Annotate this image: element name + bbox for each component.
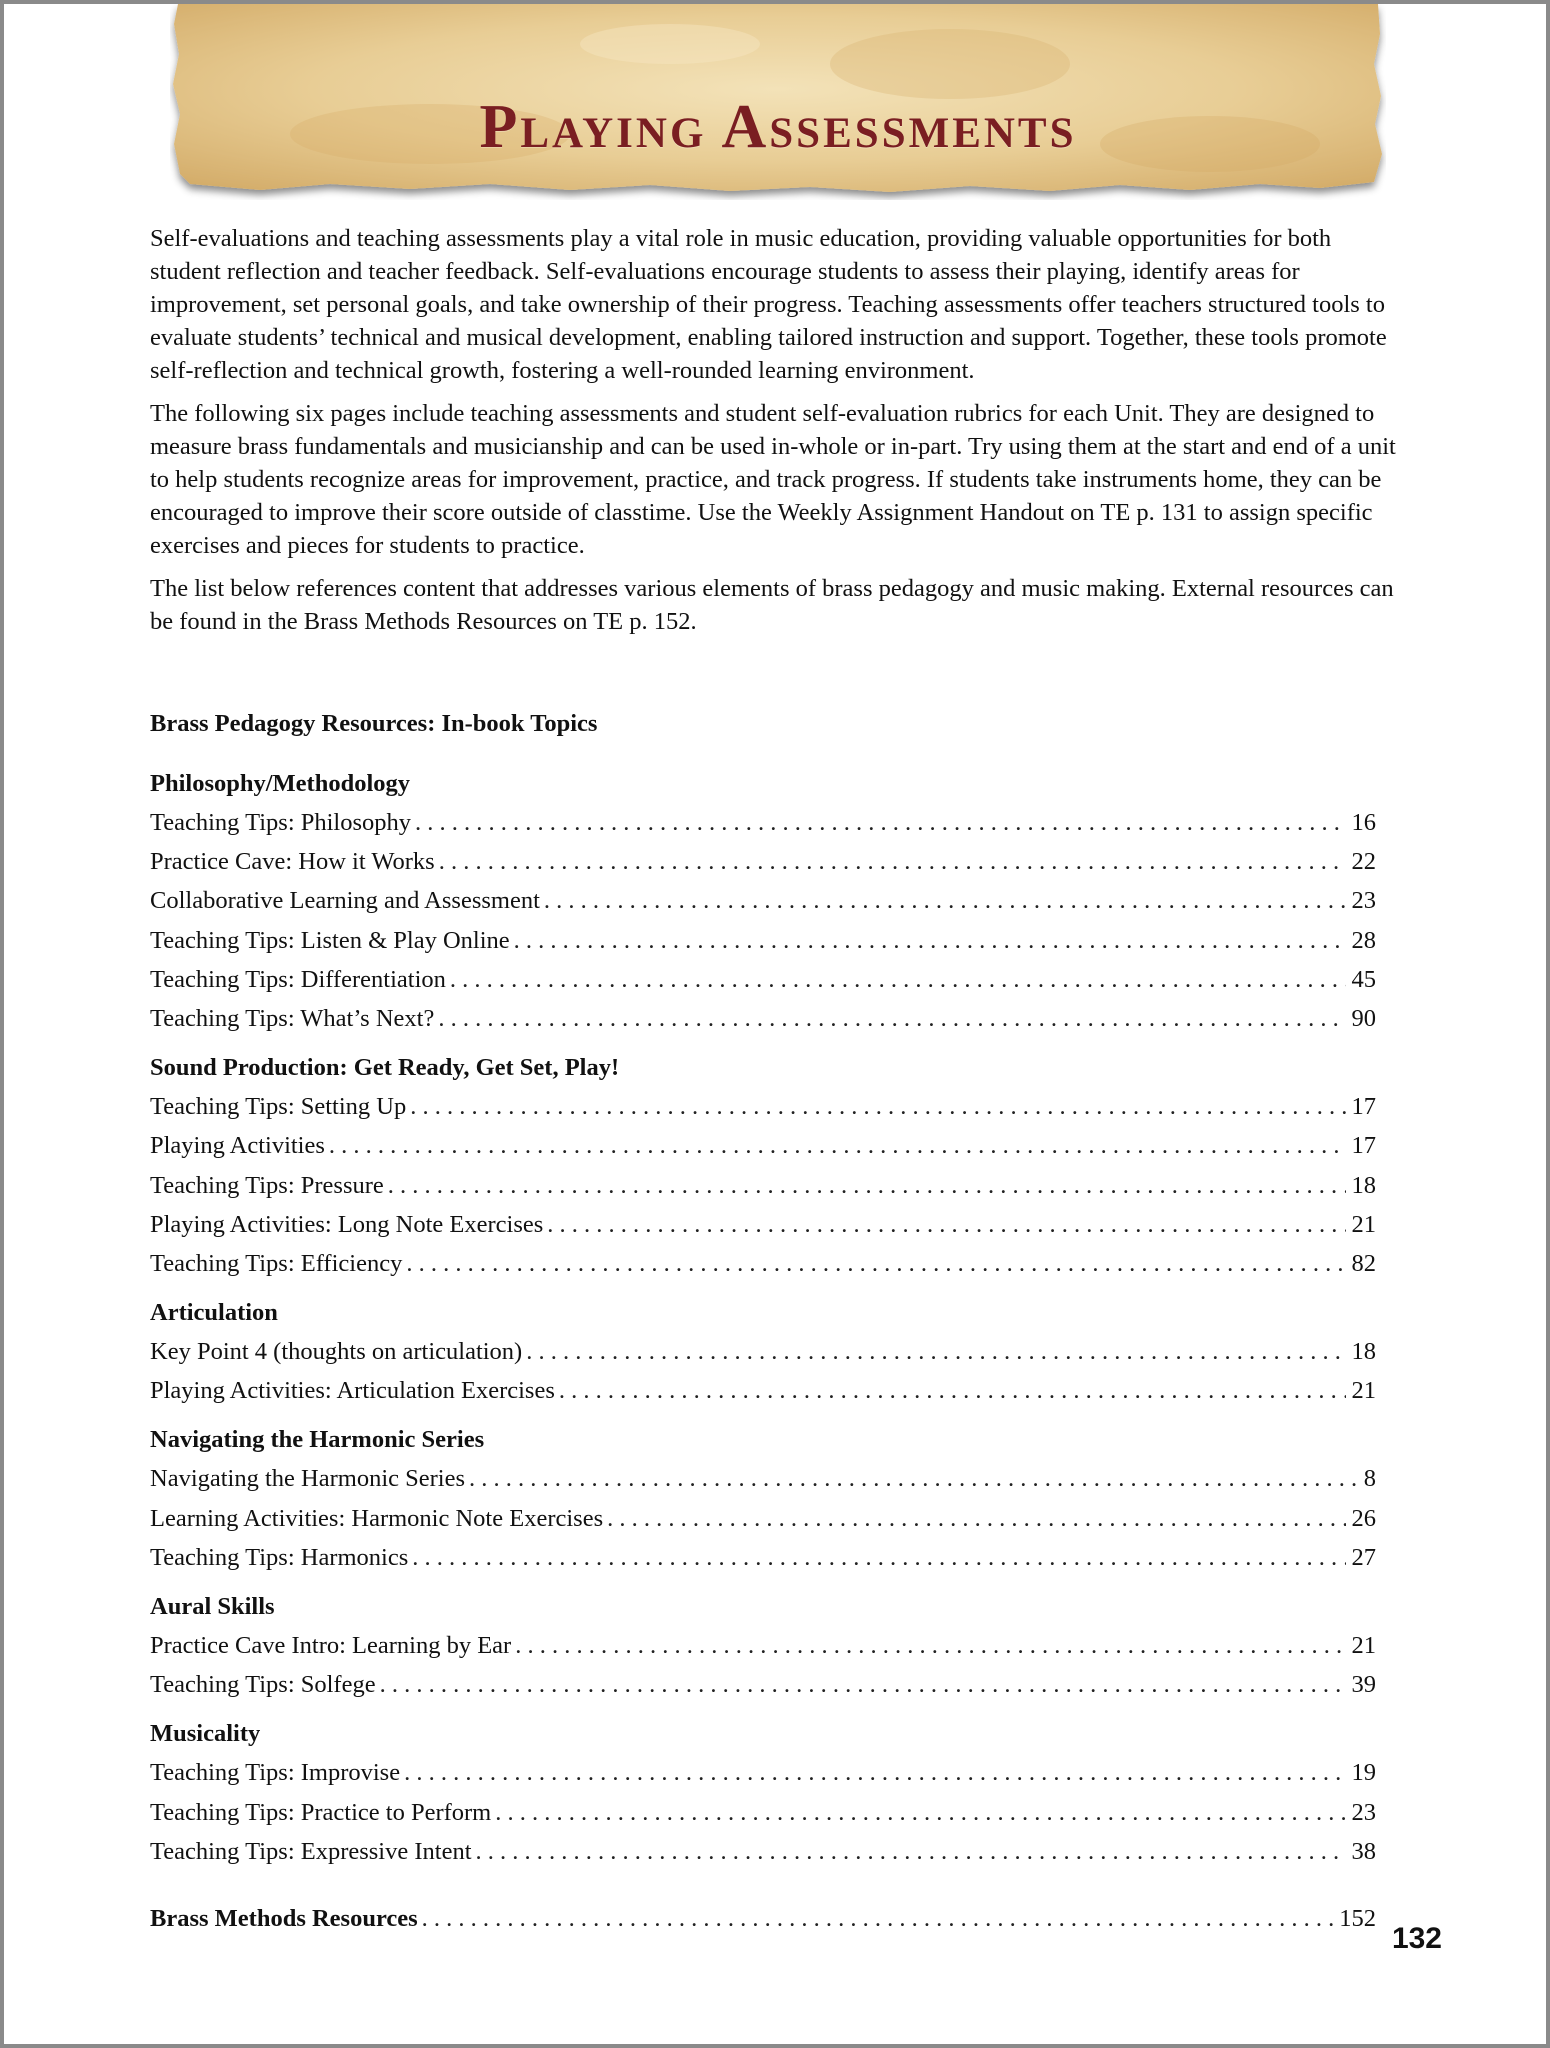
toc-label: Teaching Tips: Solfege bbox=[150, 1671, 376, 1699]
toc-page: 17 bbox=[1351, 1093, 1376, 1121]
toc-page: 16 bbox=[1351, 809, 1376, 836]
page-number: 132 bbox=[1391, 1922, 1442, 1955]
toc-entry bbox=[150, 1832, 1376, 1871]
dot-leader bbox=[514, 921, 1346, 960]
toc-entry bbox=[150, 1166, 1376, 1205]
toc-page: 90 bbox=[1351, 1004, 1376, 1032]
toc-page: 28 bbox=[1351, 926, 1376, 954]
toc-label: Practice Cave Intro: Learning by Ear bbox=[150, 1632, 512, 1659]
dot-leader bbox=[547, 1205, 1345, 1244]
dot-leader bbox=[410, 1087, 1345, 1126]
toc-page: 18 bbox=[1351, 1171, 1376, 1199]
dot-leader bbox=[544, 881, 1346, 920]
toc-label: Teaching Tips: Philosophy bbox=[150, 809, 412, 836]
section-heading: Musicality bbox=[150, 1720, 261, 1748]
toc-entry bbox=[150, 1244, 1376, 1283]
section-articulation bbox=[150, 1293, 1376, 1410]
toc-entry bbox=[150, 1753, 1376, 1792]
section-musicality bbox=[150, 1714, 1376, 1871]
dot-leader bbox=[415, 803, 1345, 842]
toc-entry bbox=[150, 1793, 1376, 1832]
intro-paragraph: The list below references content that addresses various elements of brass pedagogy and music making. External resources can be found in the Brass Methods Resources on TE p. 152. bbox=[150, 575, 1394, 635]
section-sound-production bbox=[150, 1048, 1376, 1283]
toc-entry bbox=[150, 1626, 1376, 1665]
toc-label: Key Point 4 (thoughts on articulation) bbox=[150, 1338, 523, 1366]
toc-entry bbox=[150, 842, 1376, 881]
toc-entry bbox=[150, 960, 1376, 999]
toc-label: Navigating the Harmonic Series bbox=[150, 1465, 466, 1493]
toc-label: Practice Cave: How it Works bbox=[150, 848, 435, 876]
toc-page: 17 bbox=[1351, 1132, 1376, 1160]
toc-label: Teaching Tips: Pressure bbox=[150, 1171, 384, 1199]
toc-entry bbox=[150, 921, 1376, 960]
dot-leader bbox=[495, 1793, 1345, 1832]
dot-leader bbox=[439, 842, 1346, 881]
toc-entry bbox=[150, 1538, 1376, 1577]
dot-leader bbox=[515, 1626, 1345, 1665]
toc-page: 82 bbox=[1351, 1249, 1376, 1277]
toc-entry bbox=[150, 881, 1376, 920]
toc-label: Teaching Tips: Setting Up bbox=[150, 1093, 407, 1121]
section-heading: Philosophy/Methodology bbox=[150, 770, 411, 797]
intro-paragraph: Self-evaluations and teaching assessments play a vital role in music education, providing valuable opportunities for both student reflection and teacher feedback. Self-evaluations encourage students to assess their playing, identify areas for improvement, set personal goals, and take ownership of their progress. Teaching assessments offer teachers structured tools to evaluate students’ technical and musical development, enabling tailored instruction and support. Together, these tools promote self-reflection and technical growth, fostering a well-rounded learning environment. bbox=[150, 225, 1387, 384]
dot-leader bbox=[526, 1332, 1345, 1371]
toc-label: Teaching Tips: Expressive Intent bbox=[150, 1837, 472, 1865]
toc-label: Teaching Tips: Efficiency bbox=[150, 1249, 403, 1277]
section-philosophy bbox=[150, 764, 1376, 1038]
toc-label: Learning Activities: Harmonic Note Exercises bbox=[150, 1504, 604, 1532]
dot-leader bbox=[412, 1538, 1345, 1577]
toc-page: 18 bbox=[1351, 1338, 1376, 1366]
toc-entry bbox=[150, 1332, 1376, 1371]
toc-label: Playing Activities: Articulation Exercises bbox=[150, 1377, 555, 1405]
toc-label: Playing Activities: Long Note Exercises bbox=[150, 1210, 544, 1238]
section-heading: Sound Production: Get Ready, Get Set, Play! bbox=[150, 1054, 620, 1082]
document-page bbox=[4, 4, 1546, 2044]
toc-entry bbox=[150, 1205, 1376, 1244]
dot-leader bbox=[438, 999, 1345, 1038]
toc-label: Teaching Tips: What’s Next? bbox=[150, 1004, 435, 1032]
intro-text bbox=[150, 222, 1400, 648]
dot-leader bbox=[450, 960, 1346, 999]
resources-list bbox=[150, 704, 1376, 1938]
toc-entry bbox=[150, 1371, 1376, 1410]
dot-leader bbox=[607, 1499, 1345, 1538]
toc-page: 27 bbox=[1351, 1543, 1376, 1571]
toc-page: 23 bbox=[1351, 887, 1376, 915]
intro-paragraph: The following six pages include teaching assessments and student self-evaluation rubrics for each Unit. They are designed to measure brass fundamentals and musicianship and can be used in-whole or in-part. Try using them at the start and end of a unit to help students recognize areas for improvement, practice, and track progress. If students take instruments home, they can be encouraged to improve their score outside of classtime. Use the Weekly Assignment Handout on TE p. 131 to assign specific exercises and pieces for students to practice. bbox=[150, 400, 1396, 559]
toc-page: 19 bbox=[1351, 1759, 1376, 1787]
toc-page: 21 bbox=[1351, 1632, 1376, 1659]
toc-label: Teaching Tips: Practice to Perform bbox=[150, 1798, 492, 1826]
dot-leader bbox=[476, 1832, 1346, 1871]
dot-leader bbox=[469, 1459, 1358, 1498]
toc-page: 23 bbox=[1351, 1798, 1376, 1826]
toc-page: 152 bbox=[1339, 1904, 1376, 1932]
section-heading: Aural Skills bbox=[150, 1593, 275, 1620]
toc-entry bbox=[150, 999, 1376, 1038]
toc-entry bbox=[150, 1459, 1376, 1498]
parchment-banner bbox=[170, 4, 1386, 200]
toc-label: Teaching Tips: Listen & Play Online bbox=[150, 926, 510, 954]
dot-leader bbox=[404, 1753, 1345, 1792]
toc-page: 26 bbox=[1351, 1504, 1376, 1532]
toc-entry bbox=[150, 1087, 1376, 1126]
toc-label: Teaching Tips: Differentiation bbox=[150, 965, 446, 993]
toc-label: Brass Methods Resources bbox=[150, 1904, 418, 1932]
section-heading: Articulation bbox=[150, 1299, 278, 1327]
toc-entry-brass-methods bbox=[150, 1899, 1376, 1938]
section-heading: Navigating the Harmonic Series bbox=[150, 1426, 485, 1454]
toc-entry bbox=[150, 1665, 1376, 1704]
dot-leader bbox=[329, 1126, 1346, 1165]
toc-page: 21 bbox=[1351, 1377, 1376, 1405]
toc-page: 8 bbox=[1363, 1465, 1376, 1493]
toc-page: 21 bbox=[1351, 1210, 1376, 1238]
dot-leader bbox=[406, 1244, 1345, 1283]
toc-label: Teaching Tips: Harmonics bbox=[150, 1543, 409, 1571]
resources-title: Brass Pedagogy Resources: In-book Topics bbox=[150, 710, 598, 737]
toc-entry bbox=[150, 1499, 1376, 1538]
toc-entry bbox=[150, 803, 1376, 842]
dot-leader bbox=[388, 1166, 1346, 1205]
toc-page: 39 bbox=[1351, 1671, 1376, 1699]
toc-page: 38 bbox=[1351, 1837, 1376, 1865]
toc-label: Teaching Tips: Improvise bbox=[150, 1759, 401, 1787]
toc-label: Collaborative Learning and Assessment bbox=[150, 887, 540, 915]
dot-leader bbox=[422, 1899, 1334, 1938]
toc-label: Playing Activities bbox=[150, 1132, 325, 1160]
toc-page: 22 bbox=[1351, 848, 1376, 876]
toc-entry bbox=[150, 1126, 1376, 1165]
toc-page: 45 bbox=[1351, 965, 1376, 993]
section-aural-skills bbox=[150, 1587, 1376, 1704]
dot-leader bbox=[559, 1371, 1346, 1410]
page-title: Playing Assessments bbox=[479, 93, 1077, 161]
dot-leader bbox=[380, 1665, 1346, 1704]
section-harmonic-series bbox=[150, 1420, 1376, 1577]
